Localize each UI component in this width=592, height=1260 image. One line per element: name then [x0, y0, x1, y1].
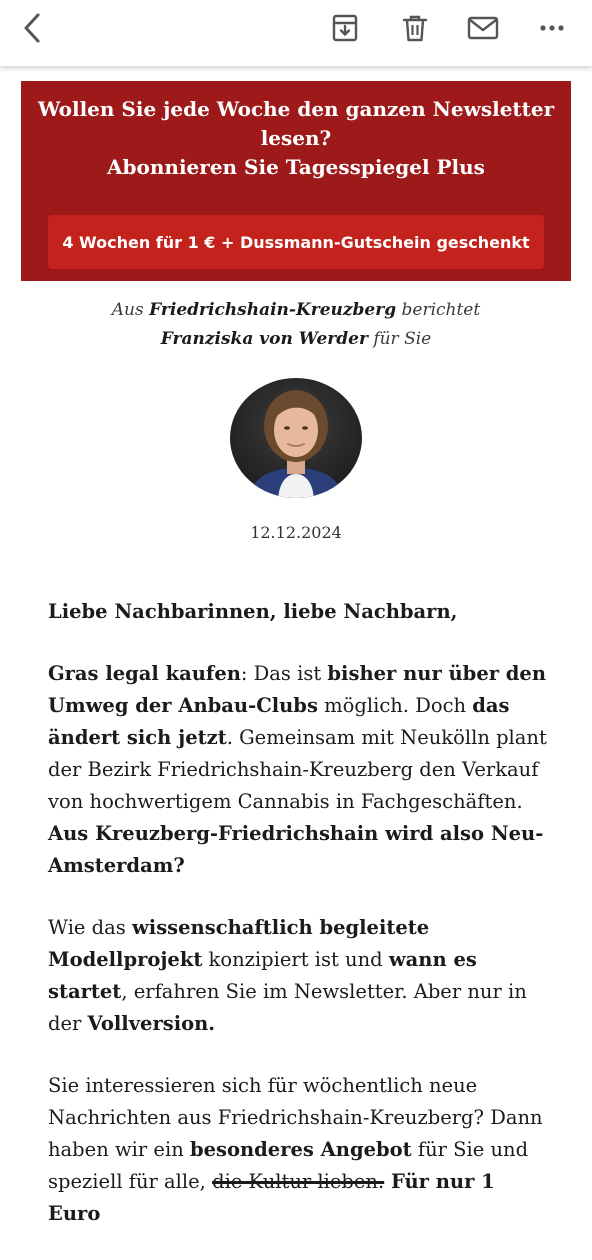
more-horizontal-icon	[539, 23, 565, 33]
email-toolbar	[0, 0, 592, 67]
bold-text: besonderes Angebot	[189, 1138, 412, 1161]
subscribe-cta-button[interactable]: 4 Wochen für 1 € + Dussmann-Gutschein geschenkt	[48, 215, 544, 269]
text-run: für Sie und speziell für alle,	[48, 1138, 529, 1193]
bold-text: Vollversion.	[87, 1012, 216, 1035]
archive-button[interactable]	[327, 10, 363, 46]
bold-text: wann es startet	[48, 948, 477, 1003]
text-run: : Das ist	[240, 662, 328, 685]
delete-button[interactable]	[397, 10, 433, 46]
bold-text: bisher nur über den Umweg der Anbau-Clubs	[48, 662, 547, 717]
byline-verb: berichtet	[401, 300, 481, 320]
bold-text: Aus Kreuzberg-Friedrichshain wird also Neu-Amsterdam?	[48, 822, 544, 877]
banner-title-line2: Abonnieren Sie Tagesspiegel Plus	[107, 155, 485, 179]
text-run: konzipiert ist und	[202, 948, 389, 971]
author-avatar	[230, 378, 362, 498]
greeting-text: Liebe Nachbarinnen, liebe Nachbarn,	[48, 600, 458, 623]
article-body	[48, 596, 553, 1260]
text-run: Sie interessieren sich für wöchentlich neue Nachrichten aus Friedrichshain-Kreuzberg? Dann haben wir ein	[48, 1074, 543, 1161]
mark-unread-button[interactable]	[465, 10, 501, 46]
subscription-banner	[21, 81, 571, 281]
byline-prefix: Aus	[111, 300, 144, 320]
banner-title	[31, 95, 561, 182]
chevron-left-icon	[20, 12, 44, 44]
paragraph-1	[48, 658, 553, 882]
byline-author: Franziska von Werder	[160, 329, 368, 349]
archive-icon	[330, 13, 360, 43]
text-run: möglich. Doch	[317, 694, 473, 717]
banner-title-line1: Wollen Sie jede Woche den ganzen Newsletter lesen?	[37, 97, 555, 150]
newsletter-date: 12.12.2024	[250, 523, 342, 542]
more-button[interactable]	[534, 10, 570, 46]
greeting	[48, 596, 553, 628]
bold-text: Gras legal kaufen	[48, 662, 241, 685]
strikethrough-text: die Kultur lieben.	[212, 1170, 385, 1193]
bold-text: wissenschaftlich begleitete Modellprojekt	[48, 916, 430, 971]
byline-district: Friedrichshain-Kreuzberg	[149, 300, 397, 320]
byline-suffix: für Sie	[373, 329, 432, 349]
back-button[interactable]	[14, 10, 50, 46]
text-run: Wie das	[48, 916, 132, 939]
bold-text: das ändert sich jetzt	[48, 694, 510, 749]
mail-icon	[467, 15, 499, 41]
byline	[20, 296, 572, 354]
author-portrait	[230, 378, 362, 498]
bold-text: Für nur 1 Euro	[48, 1170, 495, 1225]
trash-icon	[400, 13, 430, 43]
text-run: , erfahren Sie im Newsletter. Aber nur in der	[48, 980, 527, 1035]
paragraph-3	[48, 1070, 553, 1230]
paragraph-2	[48, 912, 553, 1040]
text-run: . Gemeinsam mit Neukölln plant der Bezirk Friedrichshain-Kreuzberg den Verkauf von hochwertigem Cannabis in Fachgeschäften.	[48, 726, 547, 813]
